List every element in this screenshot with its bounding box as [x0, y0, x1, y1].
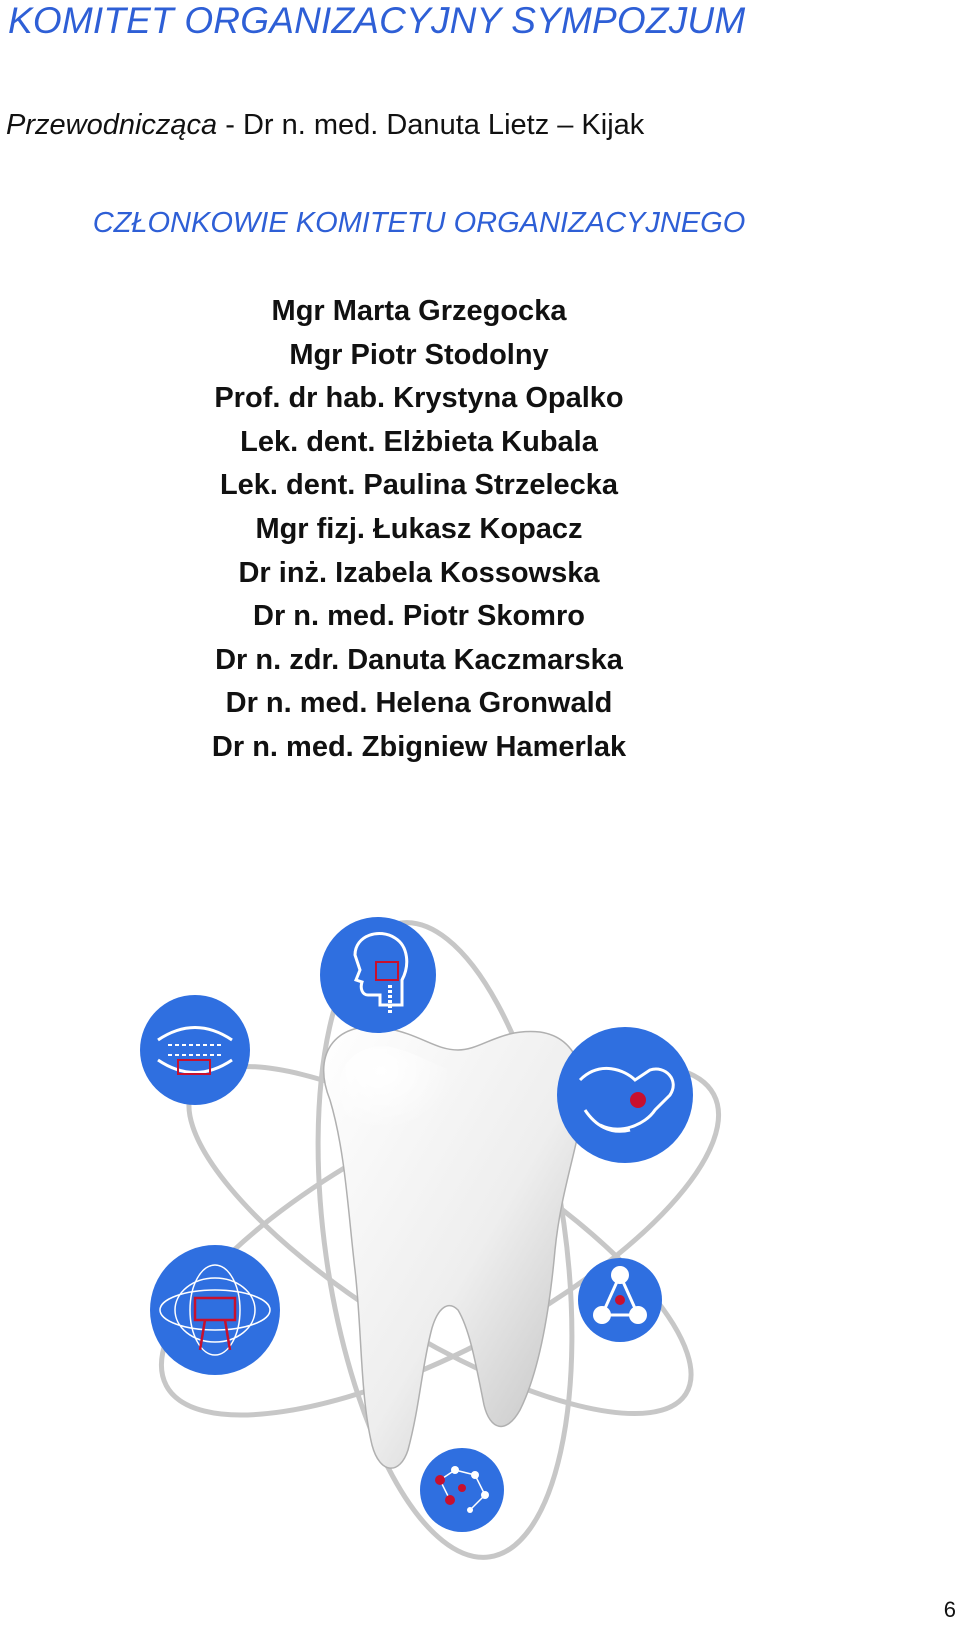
members-heading: CZŁONKOWIE KOMITETU ORGANIZACYJNEGO: [92, 207, 746, 239]
member-list: [0, 290, 838, 770]
network-icon: [420, 1448, 504, 1532]
chair-line: [6, 109, 644, 142]
list-item: Lek. dent. Paulina Strzelecka: [219, 469, 619, 502]
list-item: Mgr fizj. Łukasz Kopacz: [255, 512, 583, 545]
magnetic-field-icon: [150, 1245, 280, 1375]
list-item: Dr n. med. Zbigniew Hamerlak: [211, 730, 627, 763]
list-item: Mgr Piotr Stodolny: [289, 338, 549, 371]
tooth-illustration: [140, 910, 740, 1570]
list-item: Mgr Marta Grzegocka: [271, 295, 567, 327]
chair-role: Przewodnicząca: [6, 109, 218, 141]
hands-icon: [557, 1027, 693, 1163]
page-number: 6: [943, 1597, 956, 1622]
list-item: Dr inż. Izabela Kossowska: [238, 556, 600, 589]
list-item: Prof. dr hab. Krystyna Opalko: [214, 382, 624, 415]
list-item: Dr n. med. Piotr Skomro: [253, 600, 585, 633]
list-item: Dr n. zdr. Danuta Kaczmarska: [215, 643, 623, 676]
chair-separator: -: [217, 109, 243, 141]
molecule-icon: [578, 1258, 662, 1342]
list-item: Lek. dent. Elżbieta Kubala: [240, 425, 598, 458]
jaw-icon: [140, 995, 250, 1105]
page-title: KOMITET ORGANIZACYJNY SYMPOZJUM: [8, 0, 746, 41]
chair-name: Dr n. med. Danuta Lietz – Kijak: [242, 109, 645, 141]
head-neck-icon: [320, 917, 436, 1033]
list-item: Dr n. med. Helena Gronwald: [225, 687, 613, 720]
